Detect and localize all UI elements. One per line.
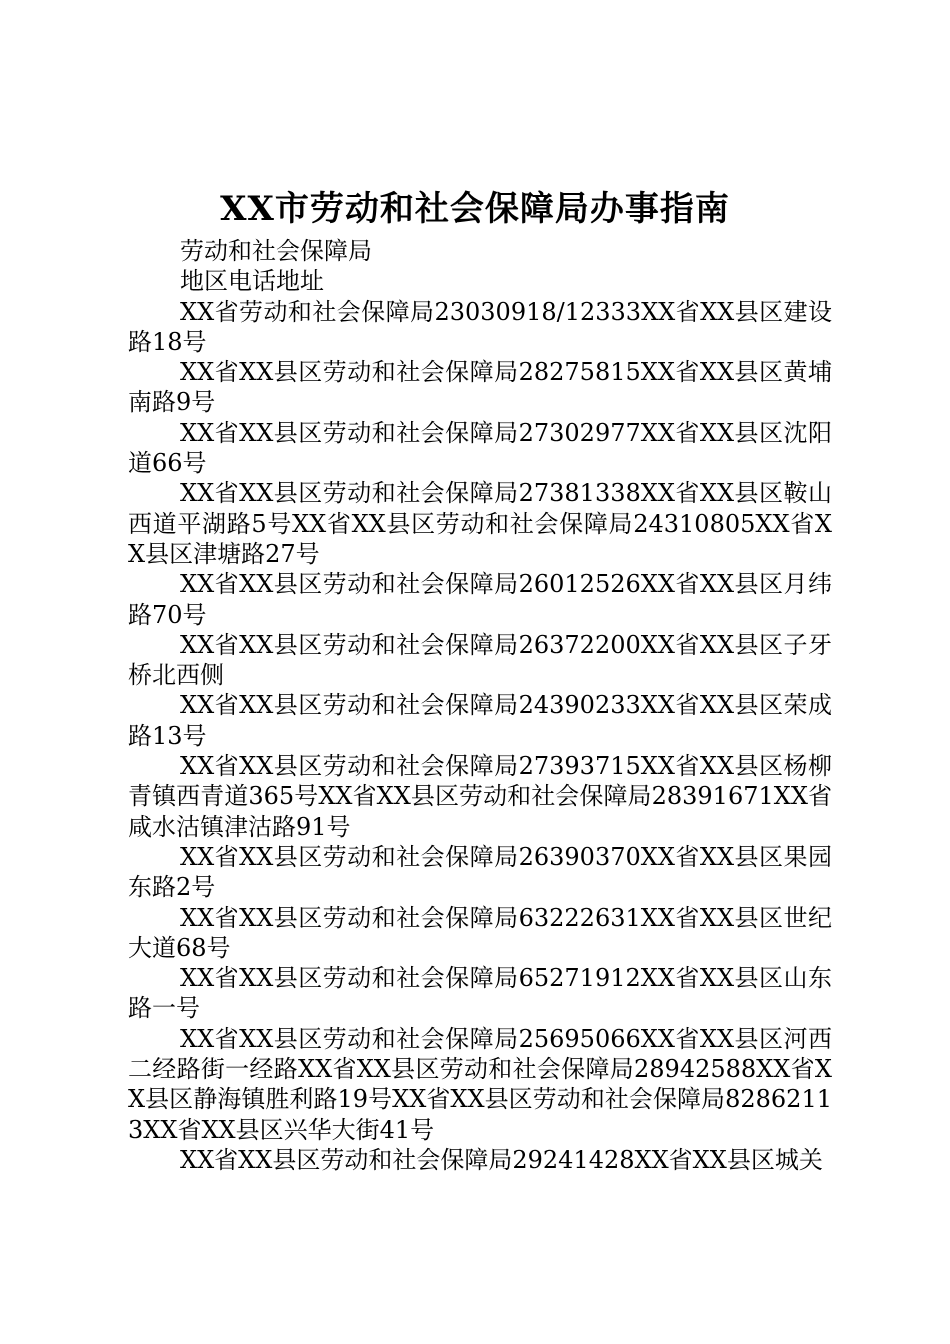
paragraph-7: XX省XX县区劳动和社会保障局26012526XX省XX县区月纬路70号 [128,570,832,629]
paragraph-11: XX省XX县区劳动和社会保障局26390370XX省XX县区果园东路2号 [128,842,832,902]
paragraph-1: 劳动和社会保障局 [180,237,372,265]
document-body [128,236,832,1175]
paragraph-5: XX省XX县区劳动和社会保障局27302977XX省XX县区沈阳道66号 [128,418,832,478]
document-title: XX市劳动和社会保障局办事指南 [220,189,730,229]
paragraph-8: XX省XX县区劳动和社会保障局26372200XX省XX县区子牙桥北西侧 [128,630,832,690]
paragraph-4: XX省XX县区劳动和社会保障局28275815XX省XX县区黄埔南路9号 [128,358,832,417]
paragraph-14: XX省XX县区劳动和社会保障局25695066XX省XX县区河西二经路街一经路XX省XX县区劳动和社会保障局28942588XX省XX县区静海镇胜利路19号XX省XX县区劳动和社会保障局82862113XX省XX县区兴华大街41号 [128,1024,832,1144]
paragraph-3: XX省劳动和社会保障局23030918/12333XX省XX县区建设路18号 [128,297,832,356]
paragraph-10: XX省XX县区劳动和社会保障局27393715XX省XX县区杨柳青镇西青道365号XX省XX县区劳动和社会保障局28391671XX省咸水沽镇津沽路91号 [128,752,832,841]
paragraph-6: XX省XX县区劳动和社会保障局27381338XX省XX县区鞍山西道平湖路5号XX省XX县区劳动和社会保障局24310805XX省XX县区津塘路27号 [128,479,832,568]
paragraph-12: XX省XX县区劳动和社会保障局63222631XX省XX县区世纪大道68号 [128,903,832,962]
paragraph-9: XX省XX县区劳动和社会保障局24390233XX省XX县区荣成路13号 [128,691,832,750]
paragraph-15: XX省XX县区劳动和社会保障局29241428XX省XX县区城关 [180,1145,823,1174]
paragraph-13: XX省XX县区劳动和社会保障局65271912XX省XX县区山东路一号 [128,964,832,1023]
paragraph-2: 地区电话地址 [180,267,324,296]
